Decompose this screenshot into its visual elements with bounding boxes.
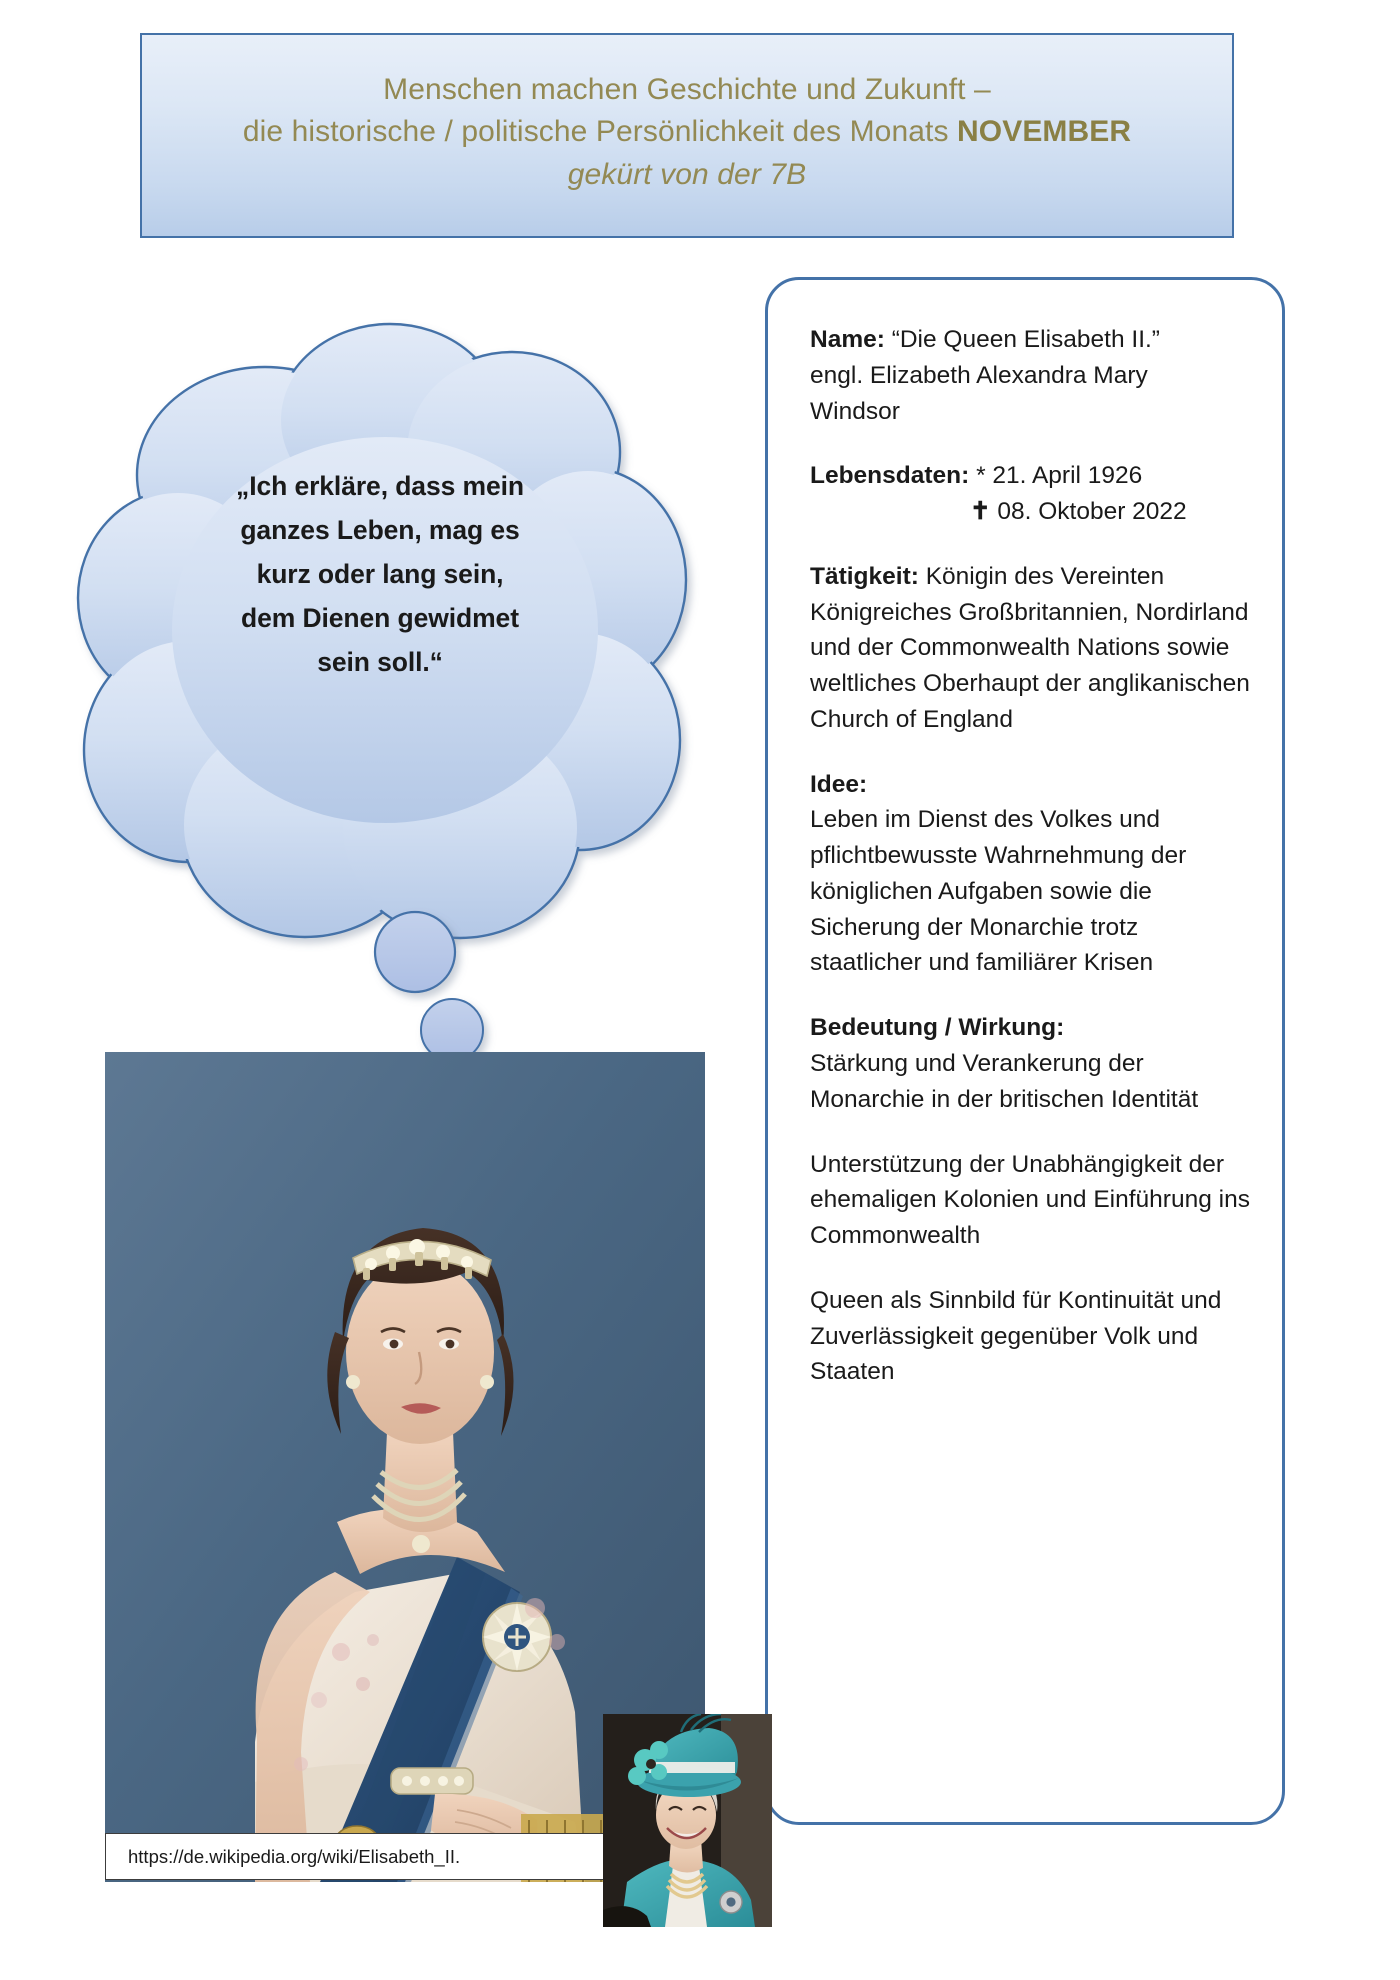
info-label-lifedates: Lebensdaten: xyxy=(810,462,970,490)
quote-line-4: dem Dienen gewidmet xyxy=(241,602,519,633)
info-block-significance-3 xyxy=(810,1283,1256,1390)
header-banner xyxy=(140,33,1234,238)
quote-line-1: „Ich erkläre, dass mein xyxy=(236,471,524,501)
header-line2-prefix: die historische / politische Persönlichkeit des Monats xyxy=(242,115,958,149)
header-title-line-2 xyxy=(243,111,1131,154)
info-value-death: 08. Oktober 2022 xyxy=(990,498,1187,526)
info-label-name: Name: xyxy=(810,326,885,353)
info-value-birth: * 21. April 1926 xyxy=(969,462,1143,490)
info-block-name xyxy=(810,322,1256,429)
info-value-idea: Leben im Dienst des Volkes und pflichtbewusste Wahrnehmung der königlichen Aufgaben sowie die Sicherung der Monarchie trotz staatlicher und familiärer Krisen xyxy=(810,806,1187,977)
inset-illustration xyxy=(603,1714,772,1927)
info-block-significance-2 xyxy=(810,1147,1256,1254)
info-panel xyxy=(765,277,1285,1825)
info-name-line3: Windsor xyxy=(810,397,900,425)
info-significance-para-3: Queen als Sinnbild für Kontinuität und Zuverlässigkeit gegenüber Volk und Staaten xyxy=(810,1286,1222,1386)
info-label-occupation: Tätigkeit: xyxy=(810,562,919,590)
inset-photo-queen-smiling xyxy=(603,1714,772,1927)
info-value-death-line xyxy=(810,494,1256,530)
info-block-significance xyxy=(810,1010,1256,1117)
thought-bubble xyxy=(60,280,720,1010)
header-title-line-3: gekürt von der 7B xyxy=(567,157,807,191)
info-name-line2: engl. Elizabeth Alexandra Mary xyxy=(810,361,1148,389)
dagger-icon: ✝ xyxy=(970,498,991,526)
info-label-significance: Bedeutung / Wirkung: xyxy=(810,1014,1065,1042)
info-significance-para-1: Stärkung und Verankerung der Monarchie in der britischen Identität xyxy=(810,1050,1199,1113)
quote-line-2: ganzes Leben, mag es xyxy=(240,514,520,545)
thought-dot-large xyxy=(375,912,455,992)
info-label-idea: Idee: xyxy=(810,770,868,798)
info-block-idea xyxy=(810,767,1256,982)
quote-line-3: kurz oder lang sein, xyxy=(256,558,504,589)
info-value-name: “Die Queen Elisabeth II.” xyxy=(884,326,1160,353)
header-title-line-1: Menschen machen Geschichte und Zukunft – xyxy=(383,72,991,106)
info-block-lifedates xyxy=(810,458,1256,530)
quote-line-5: sein soll.“ xyxy=(317,646,443,677)
quote-text xyxy=(180,465,580,685)
info-value-occupation: Königin des Vereinten Königreiches Großbritannien, Nordirland und der Commonwealth Nations sowie weltliches Oberhaupt der anglikanischen Church of England xyxy=(810,562,1250,733)
info-significance-para-2: Unterstützung der Unabhängigkeit der ehemaligen Kolonien und Einführung ins Commonwealth xyxy=(810,1150,1250,1250)
image-source-caption: https://de.wikipedia.org/wiki/Elisabeth_II. xyxy=(105,1833,705,1880)
info-block-occupation xyxy=(810,559,1256,738)
header-month: NOVEMBER xyxy=(957,115,1132,149)
